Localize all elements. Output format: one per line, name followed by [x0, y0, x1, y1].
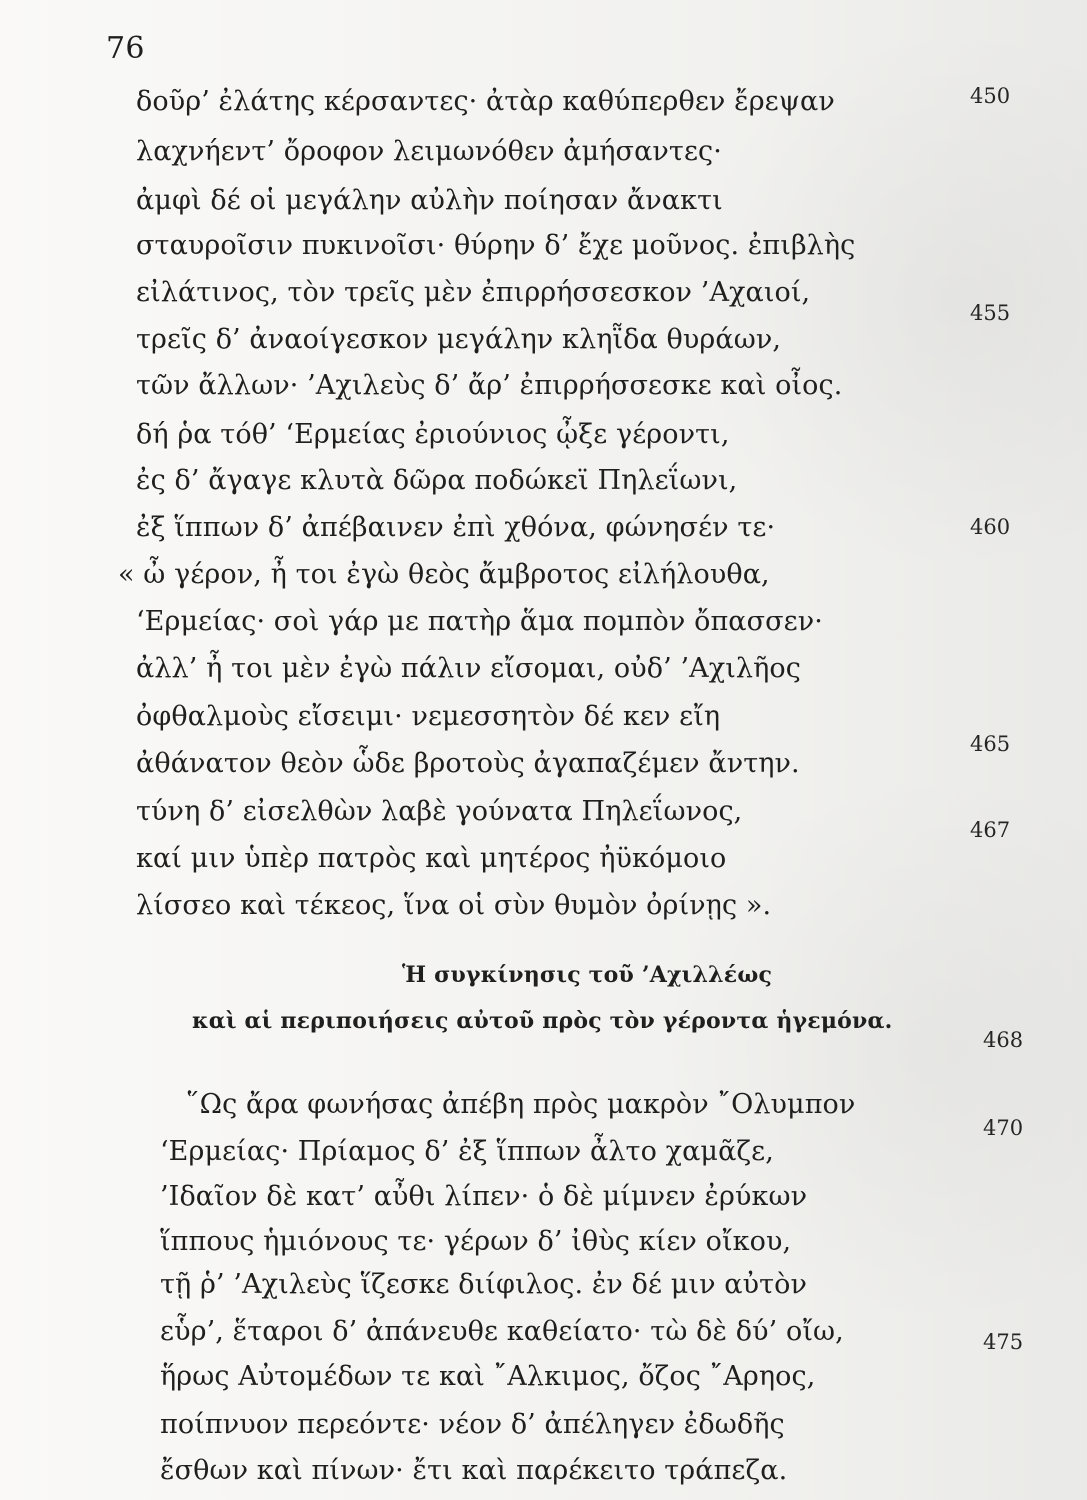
verse-line: τῶν ἄλλων· ’Αχιλεὺς δ’ ἄρ’ ἐπιρρήσσεσκε καὶ οἶος. — [136, 370, 843, 401]
line-number: 450 — [970, 84, 1011, 108]
verse-line: ‘Ερμείας· Πρίαμος δ’ ἐξ ἵππων ἆλτο χαμᾶζε, — [160, 1136, 774, 1167]
verse-line: εὗρ’, ἕταροι δ’ ἀπάνευθε καθείατο· τὼ δὲ δύ’ οἴω, — [160, 1316, 844, 1347]
verse-line: τῇ ῥ’ ’Αχιλεὺς ἵζεσκε διίφιλος. ἐν δέ μιν αὐτὸν — [160, 1269, 808, 1300]
verse-line: δή ῥα τόθ’ ‘Ερμείας ἐριούνιος ᾦξε γέροντι, — [136, 419, 730, 450]
verse-line: ἐς δ’ ἄγαγε κλυτὰ δῶρα ποδώκεϊ Πηλεΐωνι, — [136, 465, 738, 496]
verse-line: ἀθάνατον θεὸν ὧδε βροτοὺς ἀγαπαζέμεν ἄντην. — [136, 748, 800, 779]
verse-line: ἀλλ’ ἦ τοι μὲν ἐγὼ πάλιν εἴσομαι, οὐδ’ ’Αχιλῆος — [136, 653, 801, 684]
section-heading-line-1: Ἡ συγκίνησις τοῦ ’Αχιλλέως — [402, 962, 773, 988]
verse-line: ἐξ ἵππων δ’ ἀπέβαινεν ἐπὶ χθόνα, φώνησέν τε· — [136, 512, 776, 543]
verse-line: ὀφθαλμοὺς εἴσειμι· νεμεσσητὸν δέ κεν εἴη — [136, 701, 721, 732]
verse-line: λαχνήεντ’ ὄροφον λειμωνόθεν ἀμήσαντες· — [136, 136, 722, 167]
verse-line: δοῦρ’ ἐλάτης κέρσαντες· ἀτὰρ καθύπερθεν ἔρεψαν — [136, 86, 835, 117]
line-number: 467 — [970, 818, 1011, 842]
line-number: 468 — [983, 1028, 1024, 1052]
verse-line: « ὦ γέρον, ἦ τοι ἐγὼ θεὸς ἄμβροτος εἰλήλουθα, — [118, 559, 770, 590]
verse-line: τύνη δ’ εἰσελθὼν λαβὲ γούνατα Πηλεΐωνος, — [136, 796, 743, 827]
line-number: 455 — [970, 301, 1011, 325]
verse-line: ’Ιδαῖον δὲ κατ’ αὖθι λίπεν· ὁ δὲ μίμνεν ἐρύκων — [160, 1181, 808, 1212]
page-number: 76 — [106, 31, 145, 66]
verse-line: ἀμφὶ δέ οἱ μεγάλην αὐλὴν ποίησαν ἄνακτι — [136, 185, 723, 216]
line-number: 460 — [970, 515, 1011, 539]
verse-line: λίσσεο καὶ τέκεος, ἵνα οἱ σὺν θυμὸν ὀρίνῃς ». — [136, 890, 772, 921]
verse-line: ποίπνυον περεόντε· νέον δ’ ἀπέληγεν ἐδωδῆς — [160, 1409, 785, 1440]
verse-line: ἥρως Αὐτομέδων τε καὶ ῎Αλκιμος, ὄζος ῎Αρηος, — [160, 1361, 816, 1392]
verse-line: ἵππους ἡμιόνους τε· γέρων δ’ ἰθὺς κίεν οἴκου, — [160, 1226, 792, 1257]
verse-line: εἰλάτινος, τὸν τρεῖς μὲν ἐπιρρήσσεσκον ’Αχαιοί, — [136, 277, 811, 308]
line-number: 475 — [983, 1330, 1024, 1354]
verse-line: καί μιν ὑπὲρ πατρὸς καὶ μητέρος ἠϋκόμοιο — [136, 843, 727, 874]
verse-line: ῞Ως ἄρα φωνήσας ἀπέβη πρὸς μακρὸν ῎Ολυμπον — [186, 1089, 856, 1120]
verse-line: ἔσθων καὶ πίνων· ἔτι καὶ παρέκειτο τράπεζα. — [160, 1455, 788, 1486]
section-heading-line-2: καὶ αἱ περιποιήσεις αὐτοῦ πρὸς τὸν γέροντα ἡγεμόνα. — [192, 1008, 893, 1034]
line-number: 470 — [983, 1116, 1024, 1140]
verse-line: ‘Ερμείας· σοὶ γάρ με πατὴρ ἅμα πομπὸν ὄπασσεν· — [136, 606, 823, 637]
verse-line: τρεῖς δ’ ἀναοίγεσκον μεγάλην κληῗδα θυράων, — [136, 324, 782, 355]
verse-line: σταυροῖσιν πυκινοῖσι· θύρην δ’ ἔχε μοῦνος. ἐπιβλὴς — [136, 230, 856, 261]
line-number: 465 — [970, 732, 1011, 756]
